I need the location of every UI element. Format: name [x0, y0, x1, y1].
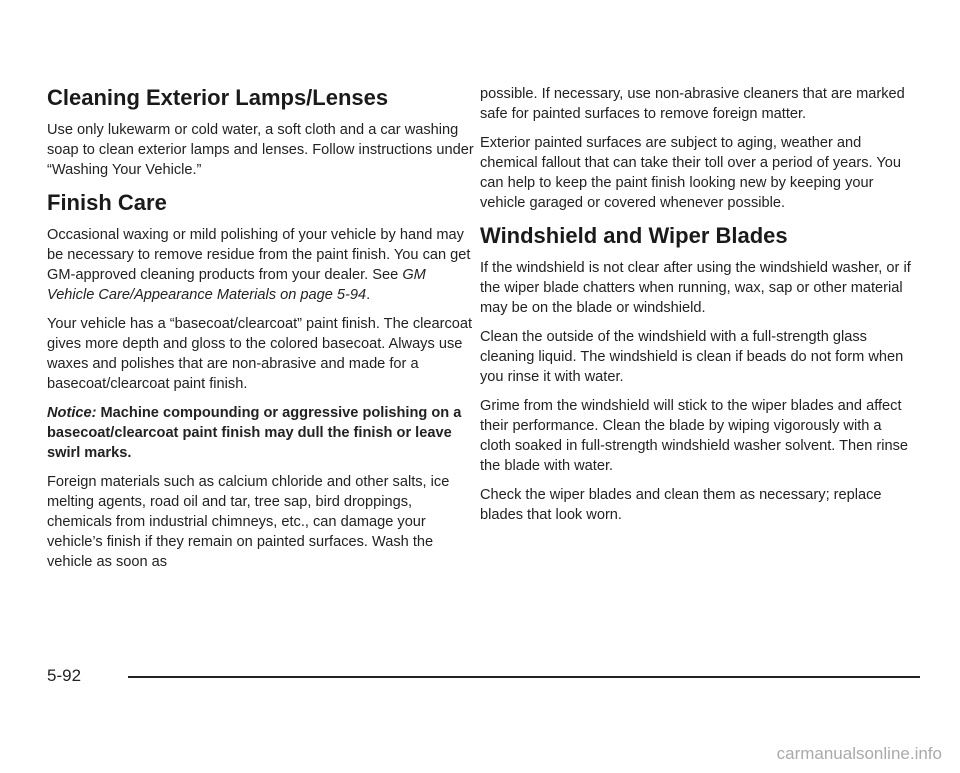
left-column: [47, 84, 477, 581]
page-number: 5-92: [47, 666, 82, 685]
heading-windshield-wiper-blades: Windshield and Wiper Blades: [480, 223, 788, 248]
heading-finish-care: Finish Care: [47, 190, 167, 215]
aging-paragraph: Exterior painted surfaces are subject to aging, weather and chemical fallout that can take their toll over a period of years. You can help to keep the paint finish looking new by keeping your vehicle garaged or covered whenever possible.: [480, 135, 902, 211]
right-column: [480, 84, 912, 534]
windshield-paragraph-3: Grime from the windshield will stick to the wiper blades and affect their performance. Clean the blade by wiping vigorously with a cloth soaked in full-strength windshield washer solvent. Then rinse the blade with water.: [480, 398, 909, 474]
continued-paragraph: possible. If necessary, use non-abrasive cleaners that are marked safe for painted surfaces to remove foreign matter.: [480, 86, 905, 122]
windshield-paragraph-4: Check the wiper blades and clean them as necessary; replace blades that look worn.: [480, 487, 882, 523]
notice-label: Notice:: [47, 405, 97, 421]
notice-text: Machine compounding or aggressive polishing on a basecoat/clearcoat paint finish may dull the finish or leave swirl marks.: [47, 405, 462, 461]
finish-care-period: .: [366, 287, 371, 303]
notice-paragraph: [47, 403, 477, 463]
watermark: carmanualsonline.info: [776, 744, 942, 763]
footer-divider: [128, 676, 920, 678]
finish-care-paragraph: [47, 225, 477, 305]
basecoat-paragraph: Your vehicle has a “basecoat/clearcoat” paint finish. The clearcoat gives more depth and gloss to the colored basecoat. Always use waxes and polishes that are non-abrasive and made for a basecoat/clearcoat paint finish.: [47, 316, 473, 392]
cross-reference-link[interactable]: GM Vehicle Care/Appearance Materials on page 5-94: [47, 267, 426, 303]
heading-cleaning-exterior-lamps: Cleaning Exterior Lamps/Lenses: [47, 85, 389, 110]
lamps-paragraph: Use only lukewarm or cold water, a soft cloth and a car washing soap to clean exterior lamps and lenses. Follow instructions under “Washing Your Vehicle.”: [47, 122, 474, 178]
windshield-paragraph-1: If the windshield is not clear after using the windshield washer, or if the wiper blade chatters when running, wax, sap or other material may be on the blade or windshield.: [480, 260, 911, 316]
foreign-materials-paragraph: Foreign materials such as calcium chloride and other salts, ice melting agents, road oil and tar, tree sap, bird droppings, chemicals from industrial chimneys, etc., can damage your vehicle’s finish if they remain on painted surfaces. Wash the vehicle as soon as: [47, 474, 450, 570]
windshield-paragraph-2: Clean the outside of the windshield with a full-strength glass cleaning liquid. The windshield is clean if beads do not form when you rinse it with water.: [480, 329, 904, 385]
finish-care-text: Occasional waxing or mild polishing of your vehicle by hand may be necessary to remove residue from the paint finish. You can get GM-approved cleaning products from your dealer. See: [47, 227, 471, 283]
